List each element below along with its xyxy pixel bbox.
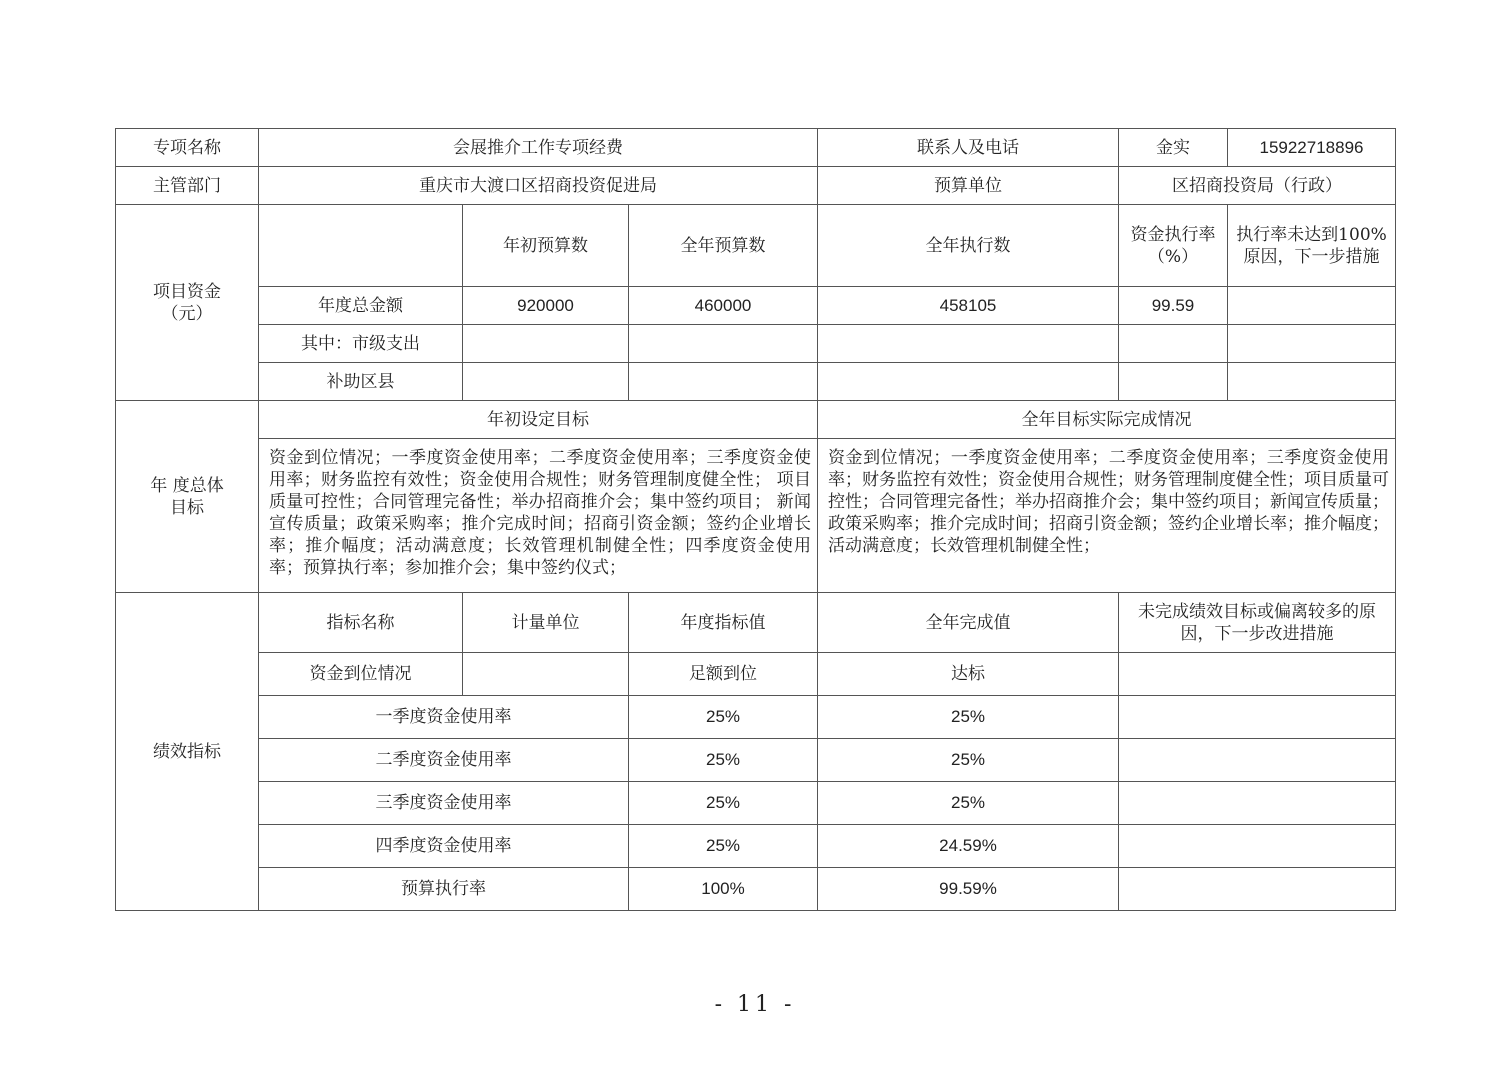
funds-reason-value <box>1228 363 1396 401</box>
budget-unit-label: 预算单位 <box>818 167 1119 205</box>
performance-table <box>115 128 1396 911</box>
funds-row-label: 补助区县 <box>259 363 463 401</box>
perf-reason <box>1119 739 1396 782</box>
funds-executed-value <box>818 363 1119 401</box>
perf-col-reason: 未完成绩效目标或偏离较多的原因，下一步改进措施 <box>1119 593 1396 653</box>
perf-reason <box>1119 868 1396 911</box>
perf-reason <box>1119 782 1396 825</box>
funds-initial-value <box>463 325 629 363</box>
perf-done: 25% <box>818 782 1119 825</box>
funds-header-row <box>116 205 1396 287</box>
perf-target: 100% <box>629 868 818 911</box>
perf-header-row <box>116 593 1396 653</box>
funds-row-subsidy <box>116 363 1396 401</box>
perf-name: 资金到位情况 <box>259 653 463 696</box>
funds-rate-value <box>1119 325 1228 363</box>
perf-reason <box>1119 825 1396 868</box>
funds-annual-value: 460000 <box>629 287 818 325</box>
perf-name: 预算执行率 <box>259 868 629 911</box>
funds-col-executed: 全年执行数 <box>818 205 1119 287</box>
perf-done: 达标 <box>818 653 1119 696</box>
funds-annual-value <box>629 325 818 363</box>
contact-name: 金实 <box>1119 129 1228 167</box>
funds-initial-value <box>463 363 629 401</box>
funds-executed-value: 458105 <box>818 287 1119 325</box>
contact-label: 联系人及电话 <box>818 129 1119 167</box>
funds-col-rate: 资金执行率（%） <box>1119 205 1228 287</box>
goals-header-row <box>116 401 1396 439</box>
perf-unit <box>463 653 629 696</box>
funds-col-reason: 执行率未达到100% 原因，下一步措施 <box>1228 205 1396 287</box>
header-row-dept <box>116 167 1396 205</box>
funds-row-city <box>116 325 1396 363</box>
perf-row <box>116 782 1396 825</box>
project-name-value: 会展推介工作专项经费 <box>259 129 818 167</box>
funds-annual-value <box>629 363 818 401</box>
perf-name: 四季度资金使用率 <box>259 825 629 868</box>
funds-col-annual: 全年预算数 <box>629 205 818 287</box>
funds-executed-value <box>818 325 1119 363</box>
funds-row-total <box>116 287 1396 325</box>
goals-text-row <box>116 439 1396 593</box>
goals-col-actual: 全年目标实际完成情况 <box>818 401 1396 439</box>
perf-col-unit: 计量单位 <box>463 593 629 653</box>
goals-col-set: 年初设定目标 <box>259 401 818 439</box>
project-name-label: 专项名称 <box>116 129 259 167</box>
funds-blank-header <box>259 205 463 287</box>
perf-target: 25% <box>629 782 818 825</box>
perf-target: 25% <box>629 739 818 782</box>
perf-row <box>116 739 1396 782</box>
perf-reason <box>1119 653 1396 696</box>
funds-rate-value <box>1119 363 1228 401</box>
perf-row <box>116 825 1396 868</box>
perf-done: 25% <box>818 696 1119 739</box>
goals-label: 年 度总体目标 <box>116 401 259 593</box>
funds-reason-value <box>1228 325 1396 363</box>
perf-col-target: 年度指标值 <box>629 593 818 653</box>
funds-col-initial: 年初预算数 <box>463 205 629 287</box>
dept-value: 重庆市大渡口区招商投资促进局 <box>259 167 818 205</box>
funds-initial-value: 920000 <box>463 287 629 325</box>
budget-unit-value: 区招商投资局（行政） <box>1119 167 1396 205</box>
funds-reason-value <box>1228 287 1396 325</box>
goals-set-text: 资金到位情况；一季度资金使用率；二季度资金使用率；三季度资金使用率；财务监控有效性；资金使用合规性；财务管理制度健全性； 项目质量可控性；合同管理完备性；举办招商推介会；集中签约项目； 新闻宣传质量；政策采购率；推介完成时间；招商引资金额；签约企业增长率；推介幅度；活动满意度；长效管理机制健全性；四季度资金使用率；预算执行率；参加推介会；集中签约仪式； <box>259 439 818 593</box>
funds-row-label: 年度总金额 <box>259 287 463 325</box>
funds-label: 项目资金（元） <box>116 205 259 401</box>
perf-done: 25% <box>818 739 1119 782</box>
perf-done: 99.59% <box>818 868 1119 911</box>
perf-target: 25% <box>629 696 818 739</box>
perf-reason <box>1119 696 1396 739</box>
header-row-name <box>116 129 1396 167</box>
page-number: - 11 - <box>714 992 796 1017</box>
perf-name: 二季度资金使用率 <box>259 739 629 782</box>
perf-name: 一季度资金使用率 <box>259 696 629 739</box>
perf-col-done: 全年完成值 <box>818 593 1119 653</box>
goals-actual-text: 资金到位情况；一季度资金使用率；二季度资金使用率；三季度资金使用率；财务监控有效性；资金使用合规性；财务管理制度健全性；项目质量可控性；合同管理完备性；举办招商推介会；集中签约项目；新闻宣传质量；政策采购率；推介完成时间；招商引资金额；签约企业增长率；推介幅度；活动满意度；长效管理机制健全性； <box>818 439 1396 593</box>
perf-row <box>116 696 1396 739</box>
perf-done: 24.59% <box>818 825 1119 868</box>
dept-label: 主管部门 <box>116 167 259 205</box>
funds-row-label: 其中：市级支出 <box>259 325 463 363</box>
perf-label: 绩效指标 <box>116 593 259 911</box>
perf-target: 足额到位 <box>629 653 818 696</box>
contact-phone: 15922718896 <box>1228 129 1396 167</box>
perf-col-name: 指标名称 <box>259 593 463 653</box>
perf-name: 三季度资金使用率 <box>259 782 629 825</box>
perf-row <box>116 868 1396 911</box>
perf-target: 25% <box>629 825 818 868</box>
funds-rate-value: 99.59 <box>1119 287 1228 325</box>
perf-row <box>116 653 1396 696</box>
